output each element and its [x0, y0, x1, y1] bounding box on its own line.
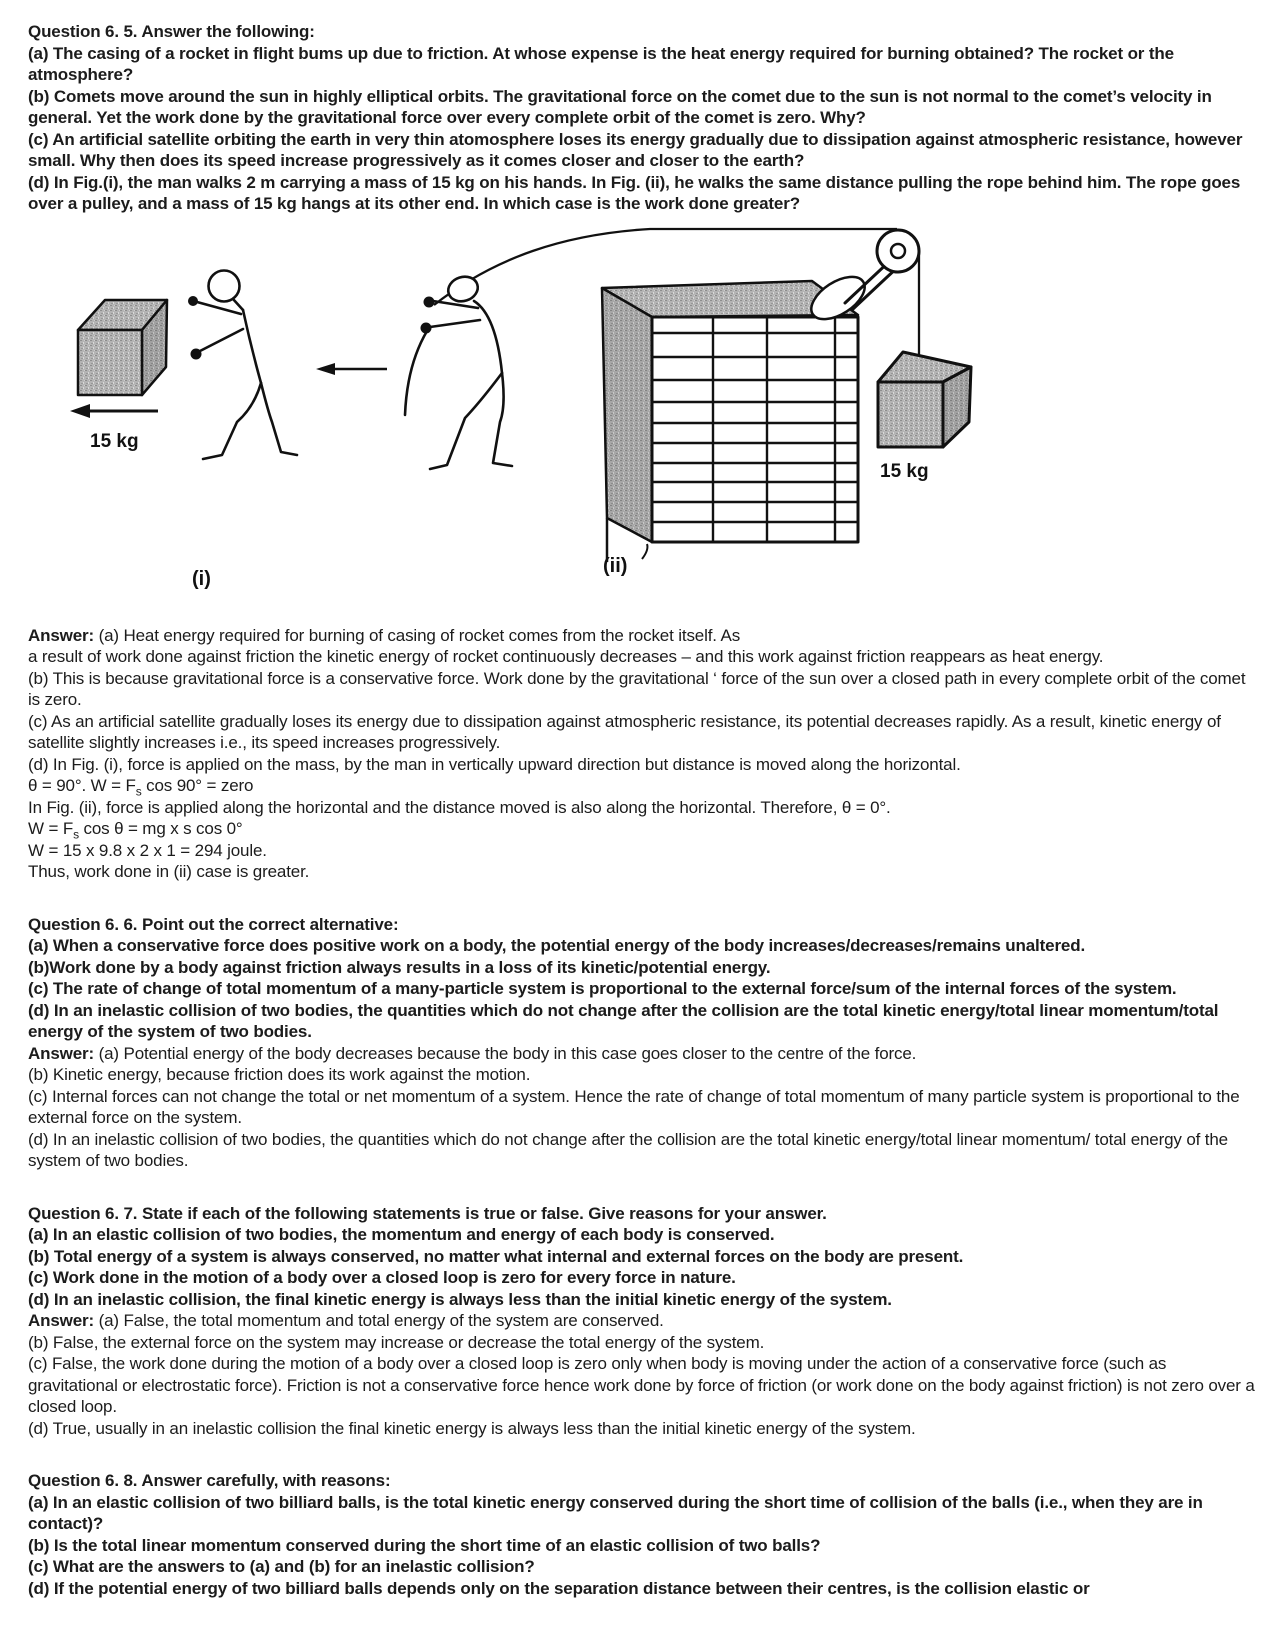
paragraph: satellite slightly increases i.e., its speed increases progressively.: [28, 733, 501, 752]
arrow-left-under-box: [70, 404, 158, 418]
paragraph: Question 6. 7. State if each of the following statements is true or false. Give reasons for your answer.: [28, 1203, 827, 1223]
question-6-7-block: [28, 1203, 1255, 1311]
carried-box: [78, 300, 167, 395]
paragraph: a result of work done against friction the kinetic energy of rocket continuously decreases – and this work against friction reappears as heat energy.: [28, 647, 1104, 666]
paragraph: θ = 90°. $W = F_s$ cos 90° = zero: [28, 776, 254, 799]
paragraph: Question 6. 6. Point out the correct alternative:: [28, 914, 399, 934]
paragraph: (d) In an inelastic collision of two bodies, the quantities which do not change after the collision are the total kinetic energy/total linear momentum/ total energy of the system of two bodies.: [28, 1129, 1228, 1170]
paragraph: (b) False, the external force on the system may increase or decrease the total energy of the system.: [28, 1332, 765, 1352]
paragraph: (d) In an inelastic collision, the final kinetic energy is always less than the initial kinetic energy of the system.: [28, 1289, 892, 1309]
answer-6-7-block: [28, 1310, 1255, 1439]
question-6-6-block: [28, 914, 1255, 1043]
paragraph: (c) As an artificial satellite gradually loses its energy due to dissipation against atmospheric resistance, its potential decreases rapidly. As a result, kinetic energy of: [28, 711, 1221, 731]
figure-6-5: [0, 215, 1275, 605]
paragraph: (d) In Fig. (i), force is applied on the mass, by the man in vertically upward direction but distance is moved along the horizontal.: [28, 754, 961, 774]
paragraph: (b) This is because gravitational force is a conservative force. Work done by the gravitational ‘ force of the sun over a closed path in every complete orbit of the comet is zero.: [28, 668, 1246, 709]
paragraph: (b)Work done by a body against friction always results in a loss of its kinetic/potential energy.: [28, 957, 771, 977]
paragraph: Thus, work done in (ii) case is greater.: [28, 862, 310, 881]
paragraph: (c) Work done in the motion of a body over a closed loop is zero for every force in nature.: [28, 1268, 736, 1287]
building-block: [602, 281, 858, 562]
paragraph: (c) False, the work done during the motion of a body over a closed loop is zero only when body is moving under the action of a conservative force (such as gravitational or electrostatic force). Friction is not a conservative force hence work done by force of friction (or work done on the body against friction) is not zero over a closed loop.: [28, 1354, 1255, 1416]
paragraph: Question 6. 5. Answer the following:: [28, 22, 315, 41]
pulley-icon: [877, 230, 919, 272]
paragraph: (d) In an inelastic collision of two bodies, the quantities which do not change after the collision are the total kinetic energy/total linear momentum/total energy of the system of two bodies.: [28, 1000, 1219, 1041]
paragraph: Answer: (a) Potential energy of the body decreases because the body in this case goes closer to the centre of the force.: [28, 1043, 917, 1063]
paragraph: (a) When a conservative force does positive work on a body, the potential energy of the body increases/decreases/remains unaltered.: [28, 936, 1086, 955]
paragraph: (a) In an elastic collision of two billiard balls, is the total kinetic energy conserved during the short time of collision of the balls (i.e., when they are in contact)?: [28, 1492, 1203, 1533]
man-pulling-figure: [405, 272, 512, 468]
paragraph: (c) The rate of change of total momentum of a many-particle system is proportional to the external force/sum of the internal forces of the system.: [28, 979, 1177, 998]
paragraph: (b) Is the total linear momentum conserved during the short time of an elastic collision of two balls?: [28, 1535, 821, 1555]
arrow-left-middle: [316, 363, 387, 375]
paragraph: (d) If the potential energy of two billiard balls depends only on the separation distance between their centres, is the collision elastic or: [28, 1578, 1090, 1598]
paragraph: (d) True, usually in an inelastic collision the final kinetic energy is always less than the initial kinetic energy of the system.: [28, 1418, 916, 1438]
question-6-5-block: [28, 21, 1255, 215]
paragraph: (a) The casing of a rocket in flight bums up due to friction. At whose expense is the heat energy required for burning obtained? The rocket or the atmosphere?: [28, 43, 1174, 84]
paragraph: (b) Total energy of a system is always conserved, no matter what internal and external forces on the body are present.: [28, 1246, 964, 1266]
question-figure: [0, 215, 1275, 605]
paragraph: (d) In Fig.(i), the man walks 2 m carrying a mass of 15 kg on his hands. In Fig. (ii), he walks the same distance pulling the rope behind him. The rope goes over a pulley, and a mass of 15 kg hangs at its other end. In which case is the work done greater?: [28, 172, 1241, 213]
paragraph: (c) What are the answers to (a) and (b) for an inelastic collision?: [28, 1557, 535, 1576]
paragraph: Answer: (a) Heat energy required for burning of casing of rocket comes from the rocket itself. As: [28, 625, 741, 645]
paragraph: (c) Internal forces can not change the total or net momentum of a system. Hence the rate of change of total momentum of many particle system is proportional to the external force on the system.: [28, 1086, 1240, 1127]
paragraph: (b) Comets move around the sun in highly elliptical orbits. The gravitational force on the comet due to the sun is not normal to the comet’s velocity in general. Yet the work done by the gravitational force over every complete orbit of the comet is zero. Why?: [28, 86, 1212, 127]
answer-6-5-block: [28, 625, 1255, 883]
paragraph: (b) Kinetic energy, because friction does its work against the motion.: [28, 1065, 531, 1084]
mass-left-label: 15 kg: [90, 430, 139, 452]
paragraph: $W = F_s$ cos θ = mg x s cos 0°: [28, 819, 243, 842]
paragraph: (a) In an elastic collision of two bodies, the momentum and energy of each body is conserved.: [28, 1225, 775, 1244]
paragraph: In Fig. (ii), force is applied along the horizontal and the distance moved is also along the horizontal. Therefore, θ = 0°.: [28, 797, 891, 817]
figure-label-ii: (ii): [603, 554, 628, 577]
question-6-8-block: [28, 1470, 1255, 1599]
paragraph: (c) An artificial satellite orbiting the earth in very thin atomosphere loses its energy gradually due to dissipation against atmospheric resistance, however small. Why then does its speed increase progressively as it comes closer and closer to the earth?: [28, 129, 1243, 170]
answer-6-6-block: [28, 1043, 1255, 1172]
paragraph: Question 6. 8. Answer carefully, with reasons:: [28, 1471, 391, 1490]
man-carrying-figure: [188, 270, 297, 459]
paragraph: W = 15 x 9.8 x 2 x 1 = 294 joule.: [28, 840, 267, 860]
hanging-box: [878, 352, 971, 447]
mass-right-label: 15 kg: [880, 460, 929, 482]
figure-label-i: (i): [192, 567, 211, 590]
figure-label-ii-tick: [642, 544, 647, 559]
paragraph: Answer: (a) False, the total momentum and total energy of the system are conserved.: [28, 1311, 664, 1330]
